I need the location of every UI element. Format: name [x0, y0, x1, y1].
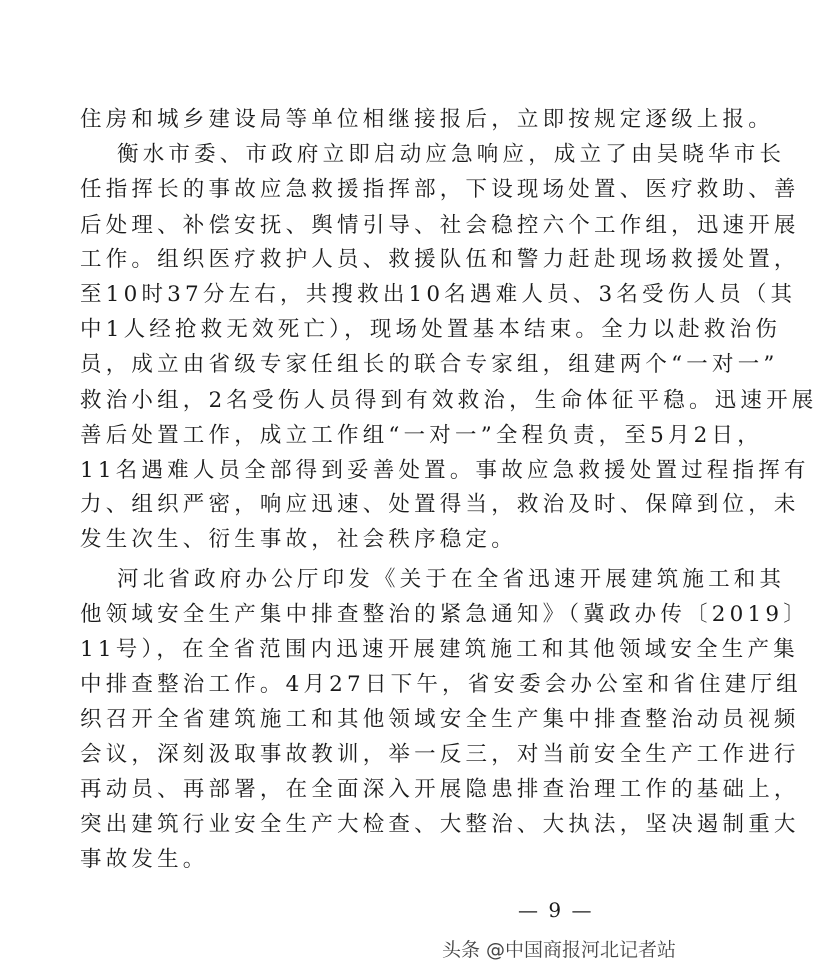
paragraph-line: 力、组织严密，响应迅速、处置得当，救治及时、保障到位，未 — [80, 492, 800, 517]
paragraph-line: 中1人经抢救无效死亡），现场处置基本结束。全力以赴救治伤 — [80, 317, 782, 342]
paragraph-line: 织召开全省建筑施工和其他领域安全生产集中排查整治动员视频 — [80, 707, 800, 732]
paragraph-line: 会议，深刻汲取事故教训，举一反三，对当前安全生产工作进行 — [80, 742, 800, 767]
paragraph-line: 突出建筑行业安全生产大检查、大整治、大执法，坚决遏制重大 — [80, 812, 800, 837]
paragraph-line: 工作。组织医疗救护人员、救援队伍和警力赶赴现场救援处置， — [80, 247, 800, 272]
paragraph-line: 11名遇难人员全部得到妥善处置。事故应急救援处置过程指挥有 — [80, 458, 810, 483]
paragraph-line: 他领域安全生产集中排查整治的紧急通知》（冀政办传〔2019〕 — [80, 602, 809, 627]
paragraph-line: 至10时37分左右，共搜救出10名遇难人员、3名受伤人员（其 — [80, 282, 797, 307]
paragraph-line: 衡水市委、市政府立即启动应急响应，成立了由吴晓华市长 — [117, 142, 786, 167]
paragraph-line: 住房和城乡建设局等单位相继接报后，立即按规定逐级上报。 — [80, 107, 774, 132]
paragraph-line: 事故发生。 — [80, 847, 209, 872]
paragraph-line: 河北省政府办公厅印发《关于在全省迅速开展建筑施工和其 — [117, 567, 786, 592]
page-number: — 9 — — [518, 898, 594, 922]
paragraph-line: 发生次生、衍生事故，社会秩序稳定。 — [80, 527, 517, 552]
paragraph-line: 任指挥长的事故应急救援指挥部，下设现场处置、医疗救助、善 — [80, 177, 800, 202]
paragraph-line: 救治小组，2名受伤人员得到有效救治，生命体征平稳。迅速开展 — [80, 388, 817, 413]
paragraph-line: 11号），在全省范围内迅速开展建筑施工和其他领域安全生产集 — [80, 637, 799, 662]
paragraph-line: 善后处置工作，成立工作组“一对一”全程负责，至5月2日， — [80, 423, 763, 448]
paragraph-line: 中排查整治工作。4月27日下午，省安委会办公室和省住建厅组 — [80, 672, 802, 697]
paragraph-line: 后处理、补偿安抚、舆情引导、社会稳控六个工作组，迅速开展 — [80, 213, 800, 238]
source-watermark: 头条 @中国商报河北记者站 — [441, 939, 676, 961]
paragraph-line: 再动员、再部署，在全面深入开展隐患排查治理工作的基础上， — [80, 777, 800, 802]
paragraph-line: 员，成立由省级专家任组长的联合专家组，组建两个“一对一” — [80, 352, 779, 377]
